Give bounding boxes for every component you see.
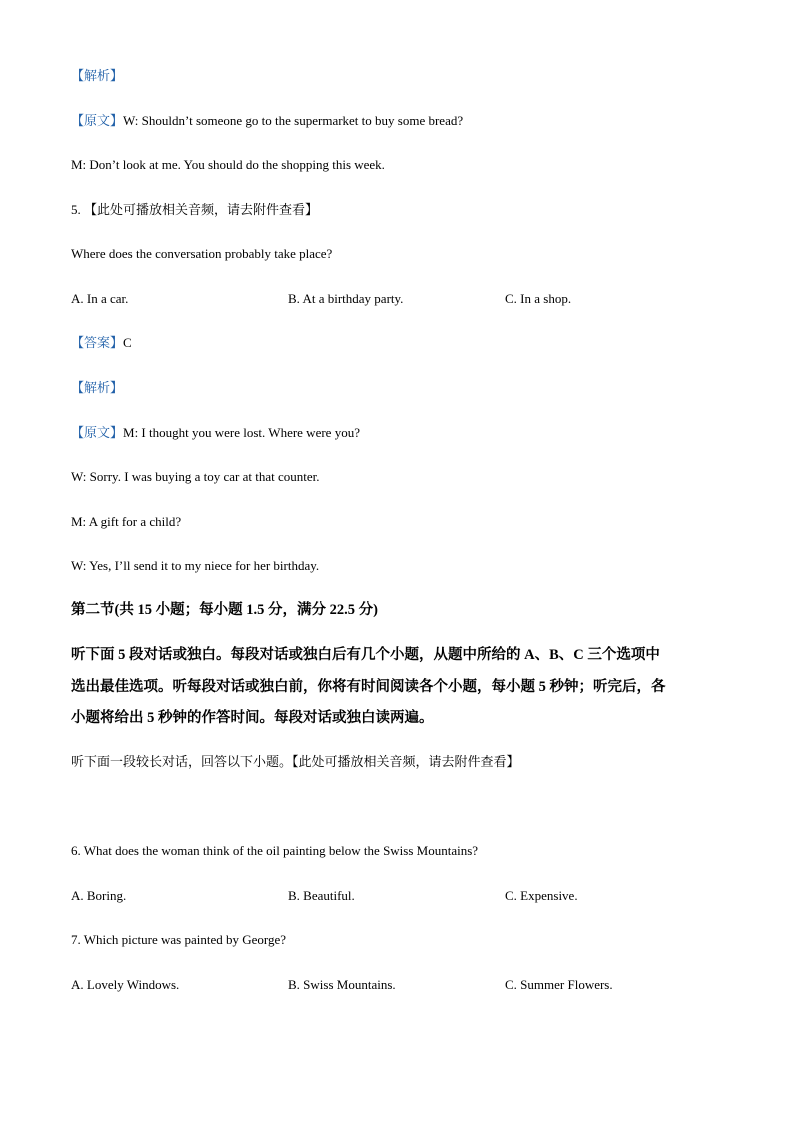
answer-label: 【答案】 <box>71 335 124 350</box>
transcript-text: M: I thought you were lost. Where were you? <box>123 425 360 440</box>
transcript-text: W: Shouldn’t someone go to the supermarket to buy some bread? <box>123 113 464 128</box>
question-6-text: 6. What does the woman think of the oil painting below the Swiss Mountains? <box>71 843 479 858</box>
transcript-line <box>71 113 463 129</box>
option-b: B. At a birthday party. <box>288 291 404 306</box>
question-5-options <box>71 291 731 307</box>
transcript-line: W: Yes, I’ll send it to my niece for her birthday. <box>71 558 320 573</box>
transcript-line: W: Sorry. I was buying a toy car at that counter. <box>71 469 320 484</box>
answer-line <box>71 335 132 351</box>
question-5-text: Where does the conversation probably take place? <box>71 246 333 261</box>
transcript-line <box>71 425 360 441</box>
section-heading: 第二节(共 15 小题；每小题 1.5 分，满分 22.5 分) <box>71 602 378 618</box>
question-6-options <box>71 888 731 904</box>
question-7-options <box>71 977 731 993</box>
question-5-header <box>71 202 318 218</box>
question-7-text: 7. Which picture was painted by George? <box>71 932 287 947</box>
analysis-label-2: 【解析】 <box>71 380 124 395</box>
transcript-line: M: Don’t look at me. You should do the shopping this week. <box>71 157 385 172</box>
instructions-line: 听下面 5 段对话或独白。每段对话或独白后有几个小题，从题中所给的 A、B、C 三个选项中 <box>71 647 660 663</box>
transcript-label: 【原文】 <box>71 113 124 128</box>
option-a: A. Boring. <box>71 888 127 903</box>
long-dialog-intro <box>71 754 520 770</box>
transcript-label: 【原文】 <box>71 425 124 440</box>
option-c: C. In a shop. <box>505 291 572 306</box>
option-a: A. In a car. <box>71 291 129 306</box>
instructions-line: 选出最佳选项。听每段对话或独白前，你将有时间阅读各个小题，每小题 5 秒钟；听完后，各 <box>71 679 666 695</box>
transcript-line: M: A gift for a child? <box>71 514 182 529</box>
option-b: B. Beautiful. <box>288 888 355 903</box>
option-c: C. Expensive. <box>505 888 578 903</box>
instructions-line: 小题将给出 5 秒钟的作答时间。每段对话或独白读两遍。 <box>71 710 434 726</box>
audio-note: 【此处可播放相关音频，请去附件查看】 <box>84 202 319 217</box>
option-c: C. Summer Flowers. <box>505 977 613 992</box>
intro-text: 听下面一段较长对话，回答以下小题。 <box>71 754 293 769</box>
question-number: 5. <box>71 202 84 217</box>
option-b: B. Swiss Mountains. <box>288 977 396 992</box>
audio-note: 【此处可播放相关音频，请去附件查看】 <box>292 754 520 769</box>
answer-value: C <box>123 335 132 350</box>
analysis-label-1: 【解析】 <box>71 68 124 83</box>
option-a: A. Lovely Windows. <box>71 977 180 992</box>
